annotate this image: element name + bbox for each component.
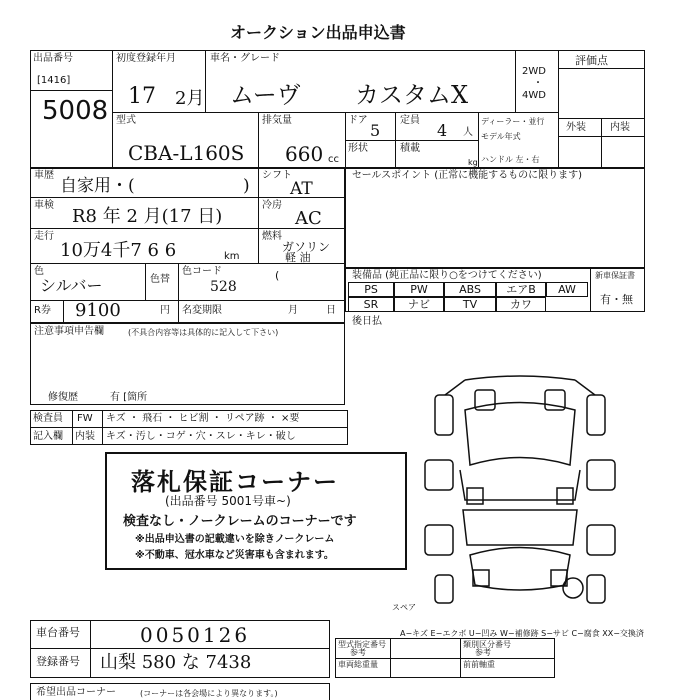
color-code-label: 色コード bbox=[182, 266, 222, 277]
type-class-label: 類別区分番号 bbox=[463, 640, 511, 649]
stamp-sub: (出品番号 5001号車~) bbox=[165, 494, 291, 508]
car-name-label: 車名・グレード bbox=[210, 53, 280, 64]
shape-label: 形状 bbox=[348, 143, 368, 154]
sales-point-block bbox=[345, 168, 645, 268]
chassis-label: 車台番号 bbox=[36, 626, 80, 639]
mileage-label: 走行 bbox=[34, 231, 54, 242]
repair-history-value: 有 [箇所 bbox=[110, 392, 148, 403]
later-payment-label: 後日払 bbox=[352, 316, 382, 327]
fw-text: キズ ・ 飛石 ・ ヒビ割 ・ リペア跡 ・ ×要 bbox=[106, 413, 300, 424]
doors-label: ドア bbox=[348, 115, 368, 126]
fill-in-label: 記入欄 bbox=[33, 431, 63, 442]
sales-point-label: セールスポイント (正常に機能するものに限ります) bbox=[352, 170, 583, 181]
displacement-label: 排気量 bbox=[262, 115, 292, 126]
model-year-label: モデル年式 bbox=[481, 132, 521, 141]
capacity-unit: 人 bbox=[463, 127, 473, 138]
damage-legend: A−キズ E−エクボ U−凹み W−補修跡 S−サビ C−腐食 XX−交換済 bbox=[400, 629, 644, 638]
wish-corner-label: 希望出品コーナー bbox=[36, 687, 116, 698]
model-code: CBA-L160S bbox=[128, 141, 245, 165]
registration-year: 17 bbox=[128, 84, 156, 109]
displacement: 660 bbox=[285, 142, 324, 166]
fuel-label: 燃料 bbox=[262, 231, 282, 242]
fuel-other: ( bbox=[275, 269, 280, 282]
car-name: ムーヴ bbox=[230, 81, 301, 109]
displacement-unit: cc bbox=[328, 154, 339, 165]
interior-label: 内装 bbox=[610, 122, 630, 133]
stamp-line: 検査なし・ノークレームのコーナーです bbox=[123, 514, 357, 529]
equip-ps: PS bbox=[348, 282, 394, 297]
equip-leather: カワ bbox=[496, 297, 546, 312]
ac: AC bbox=[295, 208, 322, 229]
kg-label: kg bbox=[468, 158, 478, 167]
car-damage-diagram bbox=[405, 370, 635, 610]
model-label: 型式 bbox=[116, 115, 136, 126]
lot-number: 5008 bbox=[42, 96, 109, 126]
lot-number-label: 出品番号 bbox=[33, 53, 73, 64]
equip-airbag: エアB bbox=[496, 282, 546, 297]
chassis-number: 0050126 bbox=[140, 623, 251, 647]
car-history-label: 車歴 bbox=[34, 170, 54, 181]
recycle-amount: 9100 bbox=[75, 300, 121, 321]
yen-label: 円 bbox=[160, 305, 170, 316]
ac-label: 冷房 bbox=[262, 200, 282, 211]
plate-label: 登録番号 bbox=[36, 655, 80, 668]
interior-row-text: キズ・汚し・コゲ・穴・スレ・キレ・破し bbox=[106, 431, 296, 442]
stamp-note-2: ※不動車、冠水車など災害車も含まれます。 bbox=[135, 550, 334, 561]
car-outline bbox=[425, 376, 615, 603]
color-code: 528 bbox=[210, 279, 237, 295]
handle-label: ハンドル 左・右 bbox=[481, 155, 540, 164]
document-title: オークション出品申込書 bbox=[230, 23, 406, 42]
notes-sub: (不具合内容等は具体的に記入して下さい) bbox=[128, 328, 279, 337]
fw-label: FW bbox=[77, 413, 93, 424]
equipment-label: 装備品 (純正品に限り○をつけてください) bbox=[352, 270, 542, 281]
car-history-close: ) bbox=[243, 176, 250, 196]
evaluation-label: 評価点 bbox=[575, 54, 608, 67]
transfer-deadline-label: 名変期限 bbox=[182, 305, 222, 316]
equip-tv: TV bbox=[444, 297, 496, 312]
registration-month: 2月 bbox=[175, 88, 205, 109]
day-label: 日 bbox=[326, 305, 336, 316]
wish-corner-sub: (コーナーは各会場により異なります。) bbox=[140, 689, 278, 698]
plate-number: 山梨 580 な 7438 bbox=[100, 652, 252, 673]
repair-history-label: 修復歴 bbox=[48, 392, 78, 403]
inspection-label: 車検 bbox=[34, 200, 54, 211]
fuel-gasoline: ガソリン bbox=[282, 240, 331, 254]
km-label: km bbox=[224, 251, 240, 262]
shift: AT bbox=[290, 179, 313, 199]
stamp-title: 落札保証コーナー bbox=[131, 468, 339, 496]
equip-abs: ABS bbox=[444, 282, 496, 297]
lot-sub: [1416] bbox=[37, 75, 71, 86]
equip-pw: PW bbox=[394, 282, 444, 297]
fuel-diesel: 軽 油 bbox=[285, 251, 311, 264]
recycle-label: R券 bbox=[34, 305, 51, 316]
inspection-date: R8 年 2 月(17 日) bbox=[72, 206, 223, 227]
top-block bbox=[30, 50, 645, 168]
equip-navi: ナビ bbox=[394, 297, 444, 312]
shift-label: シフト bbox=[262, 170, 292, 181]
car-history: 自家用・( bbox=[60, 176, 135, 196]
notes-label: 注意事項申告欄 bbox=[34, 326, 104, 337]
capacity: 4 bbox=[437, 121, 448, 140]
capacity-label: 定員 bbox=[400, 115, 420, 126]
grade: カスタムX bbox=[355, 81, 469, 109]
doors: 5 bbox=[370, 121, 381, 140]
warranty-value: 有・無 bbox=[600, 293, 633, 306]
equip-sr: SR bbox=[348, 297, 394, 312]
axle-weight-label: 前前軸重 bbox=[463, 660, 495, 669]
new-car-warranty-label: 新車保証書 bbox=[595, 271, 635, 280]
first-registration-label: 初度登録年月 bbox=[116, 53, 176, 64]
cert-number-label: 型式指定番号 bbox=[338, 640, 386, 649]
cert-ref: 参考 bbox=[350, 648, 366, 657]
stamp-note-1: ※出品申込書の記載違いを除きノークレーム bbox=[135, 534, 335, 545]
month-label: 月 bbox=[288, 305, 298, 316]
guarantee-stamp bbox=[105, 452, 407, 570]
color: シルバー bbox=[40, 276, 103, 295]
spare-label: スペア bbox=[392, 603, 416, 612]
repaint-label: 色替 bbox=[150, 274, 170, 285]
interior-row-label: 内装 bbox=[75, 431, 95, 442]
drive-dot: ・ bbox=[533, 78, 543, 89]
exterior-label: 外装 bbox=[566, 122, 586, 133]
drive-2wd: 2WD bbox=[522, 66, 546, 77]
inspector-label: 検査員 bbox=[33, 413, 63, 424]
color-label: 色 bbox=[34, 266, 44, 277]
equip-aw: AW bbox=[546, 282, 588, 297]
type-ref: 参考 bbox=[475, 648, 491, 657]
drive-4wd: 4WD bbox=[522, 90, 546, 101]
load-label: 積載 bbox=[400, 143, 420, 154]
mileage: 10万4千7 6 6 bbox=[60, 240, 177, 261]
dealer-label: ディーラー・並行 bbox=[481, 117, 545, 126]
gross-weight-label: 車両総重量 bbox=[338, 660, 378, 669]
